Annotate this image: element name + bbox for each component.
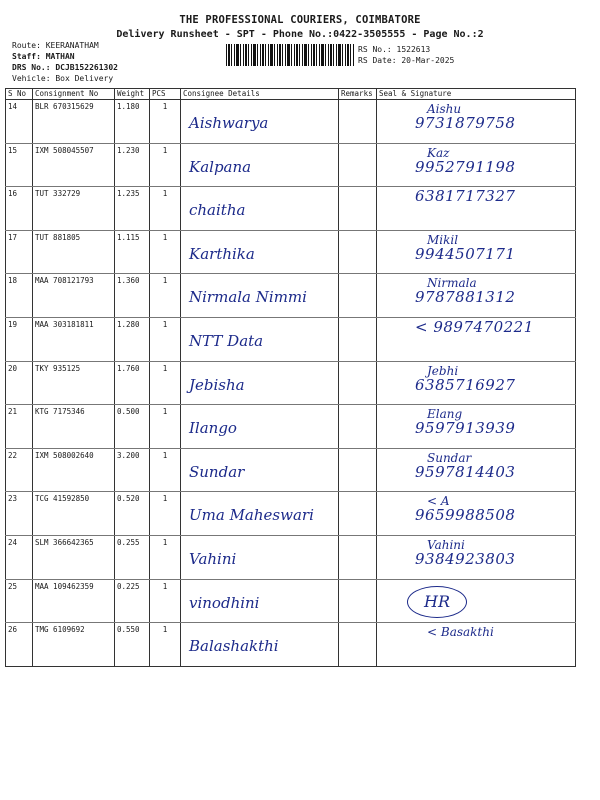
recipient-signature: Aishu [427, 102, 462, 116]
weight-cell: 1.115 [115, 230, 150, 274]
table-row [6, 274, 576, 318]
consignment-number-cell: IXM 508002640 [33, 448, 115, 492]
consignee-cell [181, 143, 339, 187]
col-header-weight: Weight [115, 89, 150, 100]
recipient-signature: Sundar [427, 450, 472, 465]
table-row [6, 317, 576, 361]
col-header-pcs: PCS [150, 89, 181, 100]
remarks-cell [339, 623, 377, 667]
table-row [6, 230, 576, 274]
consignment-number-cell: MAA 708121793 [33, 274, 115, 318]
vehicle-label: Vehicle: Box Delivery [12, 74, 114, 83]
table-row [6, 623, 576, 667]
consignment-number-cell: TKY 935125 [33, 361, 115, 405]
consignment-number-cell: TUT 332729 [33, 187, 115, 231]
consignment-number-cell: SLM 366642365 [33, 535, 115, 579]
runsheet-table [5, 88, 576, 667]
weight-cell: 0.225 [115, 579, 150, 623]
seal-signature-cell [377, 274, 576, 318]
runsheet-meta-left [12, 40, 118, 84]
seal-signature-cell [377, 100, 576, 144]
route-label: Route: KEERANATHAM [12, 41, 99, 50]
company-title: THE PROFESSIONAL COURIERS, COIMBATORE [179, 14, 421, 26]
weight-cell: 1.760 [115, 361, 150, 405]
recipient-signature: Jebhi [427, 363, 459, 378]
consignee-handwritten-name: Karthika [189, 244, 255, 263]
consignee-cell [181, 623, 339, 667]
pcs-cell: 1 [150, 274, 181, 318]
weight-cell: 1.235 [115, 187, 150, 231]
consignee-handwritten-name: NTT Data [189, 331, 264, 350]
seal-signature-cell [377, 230, 576, 274]
pcs-cell: 1 [150, 317, 181, 361]
remarks-cell [339, 361, 377, 405]
serial-number-cell: 26 [6, 623, 33, 667]
seal-signature-cell [377, 492, 576, 536]
consignee-cell [181, 187, 339, 231]
remarks-cell [339, 579, 377, 623]
remarks-cell [339, 448, 377, 492]
consignment-number-cell: MAA 109462359 [33, 579, 115, 623]
serial-number-cell: 15 [6, 143, 33, 187]
remarks-cell [339, 405, 377, 449]
recipient-signature: < Basakthi [427, 625, 494, 640]
serial-number-cell: 25 [6, 579, 33, 623]
consignee-cell [181, 274, 339, 318]
serial-number-cell: 20 [6, 361, 33, 405]
pcs-cell: 1 [150, 579, 181, 623]
remarks-cell [339, 492, 377, 536]
pcs-cell: 1 [150, 100, 181, 144]
staff-label: Staff: MATHAN [12, 52, 75, 61]
recipient-phone: < 9897470221 [415, 317, 534, 336]
consignee-cell [181, 230, 339, 274]
serial-number-cell: 21 [6, 405, 33, 449]
weight-cell: 1.180 [115, 100, 150, 144]
consignee-handwritten-name: Uma Maheswari [189, 506, 314, 525]
seal-signature-cell [377, 317, 576, 361]
table-row [6, 187, 576, 231]
consignee-handwritten-name: Nirmala Nimmi [189, 288, 307, 307]
consignee-handwritten-name: chaitha [189, 201, 246, 220]
recipient-signature: Elang [427, 407, 463, 422]
seal-signature-cell [377, 143, 576, 187]
drs-number: DRS No.: DCJB152261302 [12, 63, 118, 72]
seal-signature-cell [377, 579, 576, 623]
consignee-cell [181, 361, 339, 405]
weight-cell: 0.500 [115, 405, 150, 449]
consignee-handwritten-name: Kalpana [189, 157, 252, 176]
recipient-signature: Nirmala [427, 276, 477, 291]
consignment-number-cell: TUT 881805 [33, 230, 115, 274]
consignment-number-cell: TMG 6109692 [33, 623, 115, 667]
serial-number-cell: 17 [6, 230, 33, 274]
rs-date: RS Date: 20-Mar-2025 [358, 56, 455, 65]
serial-number-cell: 16 [6, 187, 33, 231]
weight-cell: 1.280 [115, 317, 150, 361]
consignee-cell [181, 579, 339, 623]
weight-cell: 0.255 [115, 535, 150, 579]
col-header-seal: Seal & Signature [377, 89, 576, 100]
pcs-cell: 1 [150, 448, 181, 492]
recipient-signature: < A [427, 494, 450, 509]
pcs-cell: 1 [150, 143, 181, 187]
recipient-signature: Vahini [427, 537, 465, 552]
consignee-cell [181, 492, 339, 536]
seal-signature-cell [377, 623, 576, 667]
table-row [6, 535, 576, 579]
recipient-phone: 9659988508 [415, 506, 516, 525]
consignee-cell [181, 405, 339, 449]
consignment-number-cell: IXM 508045507 [33, 143, 115, 187]
seal-signature-cell [377, 405, 576, 449]
pcs-cell: 1 [150, 405, 181, 449]
remarks-cell [339, 317, 377, 361]
table-row [6, 405, 576, 449]
recipient-phone: 9384923803 [415, 549, 516, 568]
pcs-cell: 1 [150, 187, 181, 231]
pcs-cell: 1 [150, 361, 181, 405]
serial-number-cell: 24 [6, 535, 33, 579]
remarks-cell [339, 187, 377, 231]
weight-cell: 1.360 [115, 274, 150, 318]
recipient-phone: 9952791198 [415, 157, 516, 176]
serial-number-cell: 22 [6, 448, 33, 492]
recipient-phone: 9731879758 [415, 114, 516, 132]
weight-cell: 0.520 [115, 492, 150, 536]
seal-signature-cell [377, 535, 576, 579]
remarks-cell [339, 535, 377, 579]
table-row [6, 100, 576, 144]
weight-cell: 1.230 [115, 143, 150, 187]
col-header-remarks: Remarks [339, 89, 377, 100]
consignment-number-cell: BLR 670315629 [33, 100, 115, 144]
remarks-cell [339, 230, 377, 274]
remarks-cell [339, 143, 377, 187]
hr-stamp: HR [407, 586, 467, 618]
remarks-cell [339, 274, 377, 318]
consignment-number-cell: KTG 7175346 [33, 405, 115, 449]
table-row [6, 143, 576, 187]
pcs-cell: 1 [150, 535, 181, 579]
consignee-handwritten-name: Ilango [189, 419, 237, 438]
recipient-phone: 6381717327 [415, 187, 516, 206]
consignee-handwritten-name: Sundar [189, 462, 245, 481]
runsheet-subtitle: Delivery Runsheet - SPT - Phone No.:0422-3505555 - Page No.:2 [116, 29, 484, 40]
barcode-image [226, 44, 354, 66]
serial-number-cell: 18 [6, 274, 33, 318]
recipient-phone: 9597814403 [415, 462, 516, 481]
consignee-cell [181, 100, 339, 144]
pcs-cell: 1 [150, 623, 181, 667]
weight-cell: 0.550 [115, 623, 150, 667]
table-row [6, 579, 576, 623]
runsheet-meta-right [358, 44, 454, 66]
recipient-signature: Mikil [427, 232, 459, 247]
consignee-handwritten-name: Jebisha [189, 375, 245, 394]
consignee-cell [181, 317, 339, 361]
table-row [6, 492, 576, 536]
consignee-cell [181, 448, 339, 492]
seal-signature-cell [377, 448, 576, 492]
serial-number-cell: 19 [6, 317, 33, 361]
pcs-cell: 1 [150, 230, 181, 274]
serial-number-cell: 14 [6, 100, 33, 144]
serial-number-cell: 23 [6, 492, 33, 536]
consignment-number-cell: MAA 303181811 [33, 317, 115, 361]
recipient-phone: 6385716927 [415, 375, 516, 394]
consignee-handwritten-name: Vahini [189, 549, 237, 568]
recipient-signature: Kaz [427, 145, 450, 160]
consignee-cell [181, 535, 339, 579]
recipient-phone: 9597913939 [415, 419, 516, 438]
col-header-consignee: Consignee Details [181, 89, 339, 100]
seal-signature-cell [377, 187, 576, 231]
seal-signature-cell [377, 361, 576, 405]
pcs-cell: 1 [150, 492, 181, 536]
recipient-phone: 9944507171 [415, 244, 516, 263]
table-header-row [6, 89, 576, 100]
recipient-phone: 9787881312 [415, 288, 516, 307]
consignment-number-cell: TCG 41592850 [33, 492, 115, 536]
table-row [6, 448, 576, 492]
consignee-handwritten-name: vinodhini [189, 593, 260, 612]
runsheet-rows [6, 100, 576, 667]
remarks-cell [339, 100, 377, 144]
consignee-handwritten-name: Aishwarya [189, 114, 269, 132]
col-header-consignment: Consignment No [33, 89, 115, 100]
weight-cell: 3.200 [115, 448, 150, 492]
rs-number: RS No.: 1522613 [358, 45, 431, 54]
table-row [6, 361, 576, 405]
consignee-handwritten-name: Balashakthi [189, 637, 279, 656]
col-header-sno: S No [6, 89, 33, 100]
